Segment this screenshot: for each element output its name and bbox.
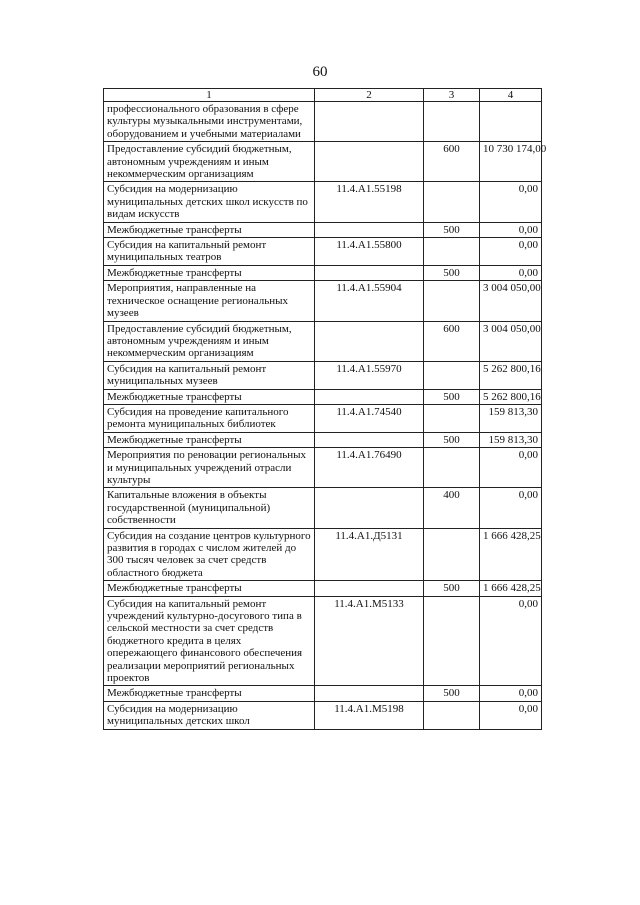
code-cell: 11.4.A1.76490 <box>315 448 424 488</box>
table-row <box>104 448 542 488</box>
table-body <box>104 102 547 730</box>
expense-type-cell: 600 <box>424 321 480 361</box>
code-cell <box>315 222 424 237</box>
expense-type-cell <box>424 281 480 321</box>
table-row <box>104 581 542 596</box>
expense-type-cell: 500 <box>424 581 480 596</box>
name-cell: Мероприятия по реновации региональных и муниципальных учреждений отрасли культуры <box>104 448 315 488</box>
table-row <box>104 265 542 280</box>
amount-cell: 0,00 <box>480 182 542 222</box>
expense-type-cell: 500 <box>424 432 480 447</box>
expense-type-cell: 500 <box>424 222 480 237</box>
name-cell: Предоставление субсидий бюджетным, автономным учреждениям и иным некоммерческим организациям <box>104 321 315 361</box>
amount-cell: 1 666 428,25 <box>480 528 542 581</box>
code-cell <box>315 321 424 361</box>
column-header-1: 1 <box>104 89 315 102</box>
column-header-2: 2 <box>315 89 424 102</box>
table-row <box>104 701 542 729</box>
header-row <box>104 89 542 102</box>
name-cell: Субсидия на капитальный ремонт муниципальных музеев <box>104 361 315 389</box>
amount-cell: 5 262 800,16 <box>480 389 542 404</box>
name-cell: Межбюджетные трансферты <box>104 389 315 404</box>
column-header-4: 4 <box>480 89 542 102</box>
table-row <box>104 361 542 389</box>
name-cell: Капитальные вложения в объекты государственной (муниципальной) собственности <box>104 488 315 528</box>
code-cell <box>315 581 424 596</box>
expense-type-cell: 400 <box>424 488 480 528</box>
amount-cell: 5 262 800,16 <box>480 361 542 389</box>
amount-cell: 3 004 050,00 <box>480 281 542 321</box>
amount-cell: 0,00 <box>480 265 542 280</box>
amount-cell: 0,00 <box>480 596 542 686</box>
amount-cell: 159 813,30 <box>480 404 542 432</box>
name-cell: Субсидия на капитальный ремонт учреждений культурно-досугового типа в сельской местности за счет средств бюджетного кредита в целях опережающего финансового обеспечения реализации мероприятий региональных проектов <box>104 596 315 686</box>
code-cell <box>315 389 424 404</box>
code-cell: 11.4.A1.55904 <box>315 281 424 321</box>
name-cell: Мероприятия, направленные на техническое оснащение региональных музеев <box>104 281 315 321</box>
table-row <box>104 321 542 361</box>
page-number: 60 <box>312 64 328 80</box>
code-cell: 11.4.A1.M5133 <box>315 596 424 686</box>
column-header-3: 3 <box>424 89 480 102</box>
code-cell: 11.4.A1.55800 <box>315 238 424 266</box>
name-cell: Субсидия на капитальный ремонт муниципальных театров <box>104 238 315 266</box>
expense-type-cell <box>424 448 480 488</box>
expense-type-cell <box>424 102 480 142</box>
expense-type-cell <box>424 528 480 581</box>
name-cell: профессионального образования в сфере культуры музыкальными инструментами, оборудованием и учебными материалами <box>104 102 315 142</box>
expense-type-cell: 500 <box>424 686 480 701</box>
expense-type-cell <box>424 238 480 266</box>
expense-type-cell <box>424 701 480 729</box>
name-cell: Межбюджетные трансферты <box>104 686 315 701</box>
code-cell <box>315 102 424 142</box>
name-cell: Субсидия на создание центров культурного развития в городах с числом жителей до 300 тысяч человек за счет средств областного бюджета <box>104 528 315 581</box>
amount-cell: 0,00 <box>480 222 542 237</box>
table-row <box>104 281 542 321</box>
amount-cell: 0,00 <box>480 686 542 701</box>
name-cell: Межбюджетные трансферты <box>104 222 315 237</box>
code-cell <box>315 265 424 280</box>
expense-type-cell: 500 <box>424 389 480 404</box>
table-row <box>104 404 542 432</box>
table-row <box>104 102 542 142</box>
code-cell: 11.4.A1.55970 <box>315 361 424 389</box>
table-row <box>104 238 542 266</box>
table-row <box>104 389 542 404</box>
name-cell: Субсидия на модернизацию муниципальных детских школ искусств по видам искусств <box>104 182 315 222</box>
code-cell <box>315 488 424 528</box>
code-cell <box>315 432 424 447</box>
expense-type-cell <box>424 404 480 432</box>
name-cell: Субсидия на проведение капитального ремонта муниципальных библиотек <box>104 404 315 432</box>
name-cell: Предоставление субсидий бюджетным, автономным учреждениям и иным некоммерческим организациям <box>104 142 315 182</box>
budget-table <box>103 88 547 730</box>
name-cell: Межбюджетные трансферты <box>104 432 315 447</box>
table-row <box>104 182 542 222</box>
table-row <box>104 686 542 701</box>
code-cell: 11.4.A1.Д5131 <box>315 528 424 581</box>
table-row <box>104 142 542 182</box>
amount-cell <box>480 102 542 142</box>
table-row <box>104 596 542 686</box>
code-cell: 11.4.A1.74540 <box>315 404 424 432</box>
expense-type-cell: 600 <box>424 142 480 182</box>
amount-cell: 0,00 <box>480 701 542 729</box>
code-cell <box>315 142 424 182</box>
expense-type-cell <box>424 596 480 686</box>
table-row <box>104 432 542 447</box>
expense-type-cell: 500 <box>424 265 480 280</box>
amount-cell: 0,00 <box>480 488 542 528</box>
name-cell: Межбюджетные трансферты <box>104 581 315 596</box>
amount-cell: 0,00 <box>480 238 542 266</box>
name-cell: Субсидия на модернизацию муниципальных детских школ <box>104 701 315 729</box>
amount-cell: 1 666 428,25 <box>480 581 542 596</box>
amount-cell: 10 730 174,00 <box>480 142 542 182</box>
amount-cell: 0,00 <box>480 448 542 488</box>
table-row <box>104 528 542 581</box>
table-row <box>104 488 542 528</box>
code-cell: 11.4.A1.55198 <box>315 182 424 222</box>
name-cell: Межбюджетные трансферты <box>104 265 315 280</box>
code-cell: 11.4.A1.M5198 <box>315 701 424 729</box>
expense-type-cell <box>424 182 480 222</box>
amount-cell: 159 813,30 <box>480 432 542 447</box>
amount-cell: 3 004 050,00 <box>480 321 542 361</box>
expense-type-cell <box>424 361 480 389</box>
code-cell <box>315 686 424 701</box>
table-row <box>104 222 542 237</box>
